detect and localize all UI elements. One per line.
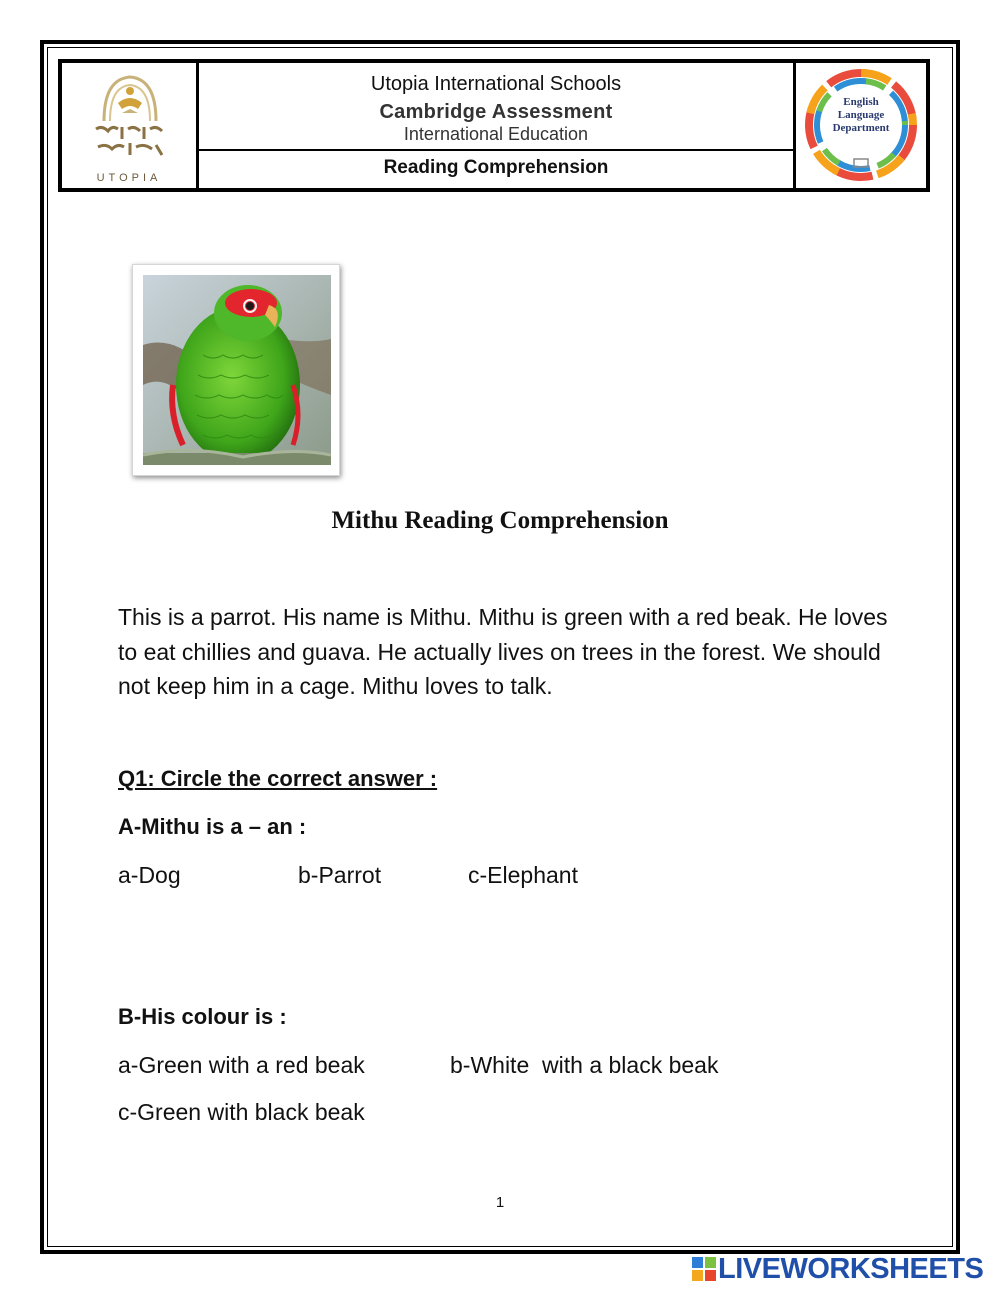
question-b-prompt: B-His colour is : <box>118 1004 287 1029</box>
q1-heading: Q1: Circle the correct answer : <box>118 766 438 791</box>
worksheet-title: Mithu Reading Comprehension <box>331 507 669 534</box>
question-a-option-c[interactable]: c-Elephant <box>468 862 578 888</box>
cambridge-line-2: International Education <box>403 124 589 144</box>
question-a-option-b[interactable]: b-Parrot <box>298 862 382 888</box>
header-center <box>199 63 793 188</box>
header <box>58 59 930 192</box>
question-a-prompt: A-Mithu is a – an : <box>118 814 307 839</box>
question-a-option-a[interactable]: a-Dog <box>118 862 181 888</box>
utopia-logo-icon <box>82 69 178 181</box>
parrot-photo <box>143 275 331 465</box>
question-b-option-a[interactable]: a-Green with a red beak <box>118 1052 365 1078</box>
page-number: 1 <box>495 1194 505 1211</box>
liveworksheets-text: LIVEWORKSHEETS <box>718 1252 984 1285</box>
question-b-option-c[interactable]: c-Green with black beak <box>118 1099 365 1125</box>
liveworksheets-brand[interactable] <box>692 1254 983 1284</box>
cambridge-line-1: Cambridge Assessment <box>379 101 613 123</box>
department-logo-text: English Language Department <box>832 96 890 134</box>
subject-title: Reading Comprehension <box>383 157 609 178</box>
question-b-option-b[interactable]: b-White with a black beak <box>450 1052 719 1078</box>
utopia-logo-text: UTOPIA <box>96 172 162 184</box>
liveworksheets-icon <box>692 1257 716 1281</box>
department-logo-cell <box>793 63 926 188</box>
reading-passage: This is a parrot. His name is Mithu. Mithu is green with a red beak. He loves to eat chillies and guava. He actually lives on trees in the forest. We should not keep him in a cage. Mithu loves to talk. <box>118 604 888 700</box>
header-divider <box>199 149 793 151</box>
parrot-photo-frame <box>132 264 340 476</box>
school-name: Utopia International Schools <box>370 73 622 95</box>
school-logo-cell <box>62 63 199 188</box>
